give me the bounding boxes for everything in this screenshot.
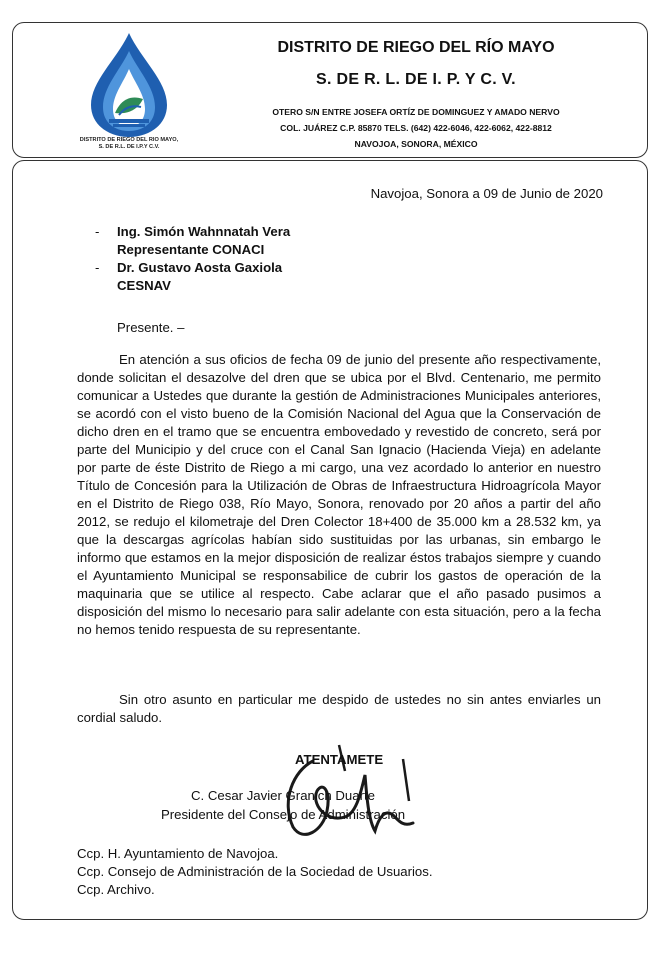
letterhead <box>12 22 648 158</box>
recipient-name: Dr. Gustavo Aosta Gaxiola <box>117 260 283 275</box>
recipient-role: CESNAV <box>117 278 171 293</box>
letter-date: Navojoa, Sonora a 09 de Junio de 2020 <box>370 186 603 201</box>
logo-caption-line: DISTRITO DE RIEGO DEL RIO MAYO, <box>79 137 179 143</box>
address-line: OTERO S/N ENTRE JOSEFA ORTÍZ DE DOMINGUEZ Y AMADO NERVO <box>272 107 560 117</box>
closing-paragraph: Sin otro asunto en particular me despido de ustedes no sin antes enviarles un cordial saludo. <box>77 692 601 725</box>
recipient-name: Ing. Simón Wahnnatah Vera <box>117 224 291 239</box>
organization-name: DISTRITO DE RIEGO DEL RÍO MAYO <box>277 39 555 56</box>
signer-name: C. Cesar Javier Granich Duarte <box>191 788 375 803</box>
cc-line: Ccp. Consejo de Administración de la Sociedad de Usuarios. <box>77 864 433 879</box>
logo-caption <box>55 137 203 151</box>
greeting: Presente. – <box>117 320 185 335</box>
signoff: ATENTAMETE <box>295 752 384 767</box>
letter-body <box>12 160 648 920</box>
organization-type: S. DE R. L. DE I. P. Y C. V. <box>316 71 516 88</box>
recipient-role: Representante CONACI <box>117 242 265 257</box>
recipient-dash: - <box>95 260 100 275</box>
body-paragraph: En atención a sus oficios de fecha 09 de junio del presente año respectivamente, donde solicitan el desazolve del dren que se ubica por el Blvd. Centenario, me permito comunicar a Ustedes que durante la gestión de Administraciones Municipales anteriores, se acordó con el visto bueno de la Comisión Nacional del Agua que la Conservación de dicho dren en el tramo que se encuentra embovedado y revestido de concreto, será por parte del Municipio y del cruce con el Canal San Ignacio (Hacienda Vieja) en adelante por parte de éste Distrito de Riego a mi cargo, una vez acordado lo anterior en nuestro Título de Concesión para la Utilización de Obras de Infraestructura Hidroagrícola Mayor en el Distrito de Riego 038, Río Mayo, Sonora, renovado por 20 años a partir del año 2012, se redujo el kilometraje del Dren Colector 18+400 de 35.000 km a 28.532 km, ya que la descargas agrícolas habían sido sustituidas por las urbanas, sin embargo le informo que estamos en la mejor disposición de realizar éstos trabajos siempre y cuando el Ayuntamiento Municipal se responsabilice de cubrir los gastos de operación de la maquinaria que se utilice al respecto. Cabe aclarar que el año pasado pusimos a disposición del mismo lo necesario para salir adelante con esta situación, pero a la fecha no hemos tenido respuesta de su representante. <box>77 352 601 637</box>
recipient-dash: - <box>95 224 100 239</box>
cc-line: Ccp. H. Ayuntamiento de Navojoa. <box>77 846 279 861</box>
address-line: NAVOJOA, SONORA, MÉXICO <box>354 139 478 149</box>
water-drop-logo-icon <box>69 29 189 139</box>
cc-line: Ccp. Archivo. <box>77 882 155 897</box>
address-line: COL. JUÁREZ C.P. 85870 TELS. (642) 422-6046, 422-6062, 422-8812 <box>280 123 552 133</box>
signer-title: Presidente del Consejo de Administración <box>160 807 406 822</box>
logo-caption-line: S. DE R.L. DE I.P.Y C.V. <box>98 144 160 150</box>
